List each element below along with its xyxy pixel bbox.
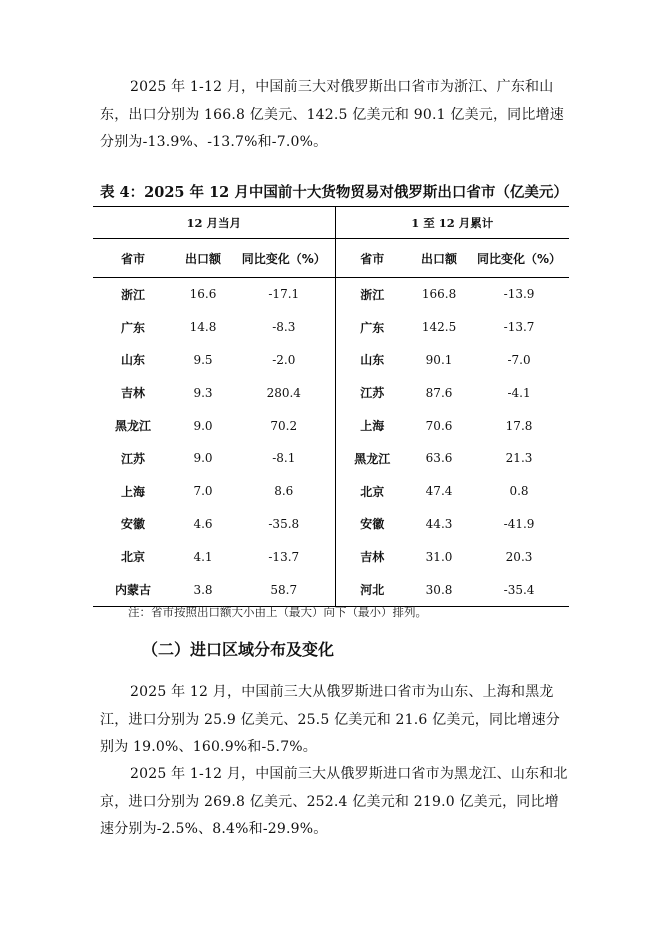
cell-export-cumulative: 31.0	[425, 549, 453, 564]
group-header-december: 12 月当月	[93, 207, 335, 239]
table-row	[93, 278, 569, 311]
cell-export-december: 7.0	[193, 484, 213, 499]
cell-province-december: 吉林	[120, 386, 145, 401]
cell-yoy-cumulative: -13.7	[503, 320, 535, 335]
cell-yoy-december: 8.6	[274, 484, 294, 499]
cell-export-cumulative: 30.8	[409, 573, 469, 606]
column-header-export: 出口额	[173, 239, 233, 278]
cell-province-december: 浙江	[120, 287, 145, 302]
table-note: 注：省市按照出口额大小由上（最大）向下（最小）排列。	[128, 605, 427, 619]
table-caption: 表 4：2025 年 12 月中国前十大货物贸易对俄罗斯出口省市（亿美元）	[100, 184, 568, 201]
cell-yoy-cumulative: -35.4	[469, 573, 569, 606]
cell-export-december: 9.0	[193, 451, 213, 466]
column-header-province: 省市	[93, 239, 173, 278]
table-row	[93, 311, 569, 344]
cell-export-december: 4.6	[193, 516, 213, 531]
cell-yoy-december: -8.1	[272, 451, 296, 466]
cell-yoy-cumulative: -4.1	[507, 385, 531, 400]
cell-export-december: 9.3	[193, 385, 213, 400]
table-row	[93, 376, 569, 409]
cell-yoy-cumulative: 17.8	[505, 418, 533, 433]
section-heading: （二）进口区域分布及变化	[142, 640, 335, 659]
cell-export-december: 16.6	[189, 287, 217, 302]
cell-yoy-cumulative: 20.3	[505, 549, 533, 564]
table-group-header-row	[93, 207, 569, 239]
paragraph-import-annual: 2025 年 1-12 月，中国前三大从俄罗斯进口省市为黑龙江、山东和北京，进口分别为 269.8 亿美元、252.4 亿美元和 219.0 亿美元，同比增速分别为-2.5%、8.4%和-29.9%。	[100, 766, 568, 837]
cell-yoy-december: 280.4	[266, 385, 301, 400]
cell-yoy-cumulative: -7.0	[507, 352, 531, 367]
column-header-province: 省市	[335, 239, 409, 278]
cell-province-december: 广东	[120, 320, 145, 335]
cell-yoy-cumulative: -13.9	[503, 287, 535, 302]
cell-export-cumulative: 70.6	[425, 418, 453, 433]
cell-province-december: 江苏	[120, 451, 145, 466]
cell-province-cumulative: 黑龙江	[335, 442, 409, 475]
cell-yoy-december: -35.8	[268, 516, 300, 531]
cell-province-cumulative: 安徽	[335, 508, 409, 541]
cell-yoy-december: -8.3	[272, 320, 296, 335]
cell-export-cumulative: 90.1	[425, 352, 453, 367]
cell-export-december: 9.0	[193, 418, 213, 433]
table-row	[93, 540, 569, 573]
table-row	[93, 409, 569, 442]
group-header-cumulative: 1 至 12 月累计	[335, 207, 569, 239]
cell-yoy-cumulative: 0.8	[509, 484, 529, 499]
cell-export-cumulative: 87.6	[425, 385, 453, 400]
cell-province-december: 黑龙江	[114, 419, 151, 434]
paragraph-export-summary: 2025 年 1-12 月，中国前三大对俄罗斯出口省市为浙江、广东和山东，出口分别为 166.8 亿美元、142.5 亿美元和 90.1 亿美元，同比增速分别为-13.9%、-13.7%和-7.0%。	[100, 79, 564, 150]
cell-province-december: 内蒙古	[93, 573, 173, 606]
paragraph-import-december: 2025 年 12 月，中国前三大从俄罗斯进口省市为山东、上海和黑龙江，进口分别为 25.9 亿美元、25.5 亿美元和 21.6 亿美元，同比增速分别为 19.0%、160.9%和-5.7%。	[100, 684, 560, 755]
table-row	[93, 475, 569, 508]
cell-export-cumulative: 63.6	[425, 451, 453, 466]
cell-yoy-cumulative: -41.9	[503, 516, 535, 531]
cell-yoy-december: -2.0	[272, 352, 296, 367]
cell-yoy-cumulative: 21.3	[505, 451, 533, 466]
cell-export-cumulative: 47.4	[425, 484, 453, 499]
column-header-yoy: 同比变化（%）	[469, 239, 569, 278]
cell-export-cumulative: 166.8	[421, 287, 457, 302]
table-column-header-row	[93, 239, 569, 278]
cell-yoy-december: 58.7	[233, 573, 335, 606]
cell-export-cumulative: 142.5	[421, 320, 457, 335]
cell-province-december: 山东	[120, 353, 145, 368]
cell-province-december: 安徽	[120, 517, 145, 532]
cell-export-december: 9.5	[193, 352, 213, 367]
export-provinces-table	[93, 206, 569, 607]
cell-export-december: 14.8	[189, 320, 217, 335]
cell-export-december: 4.1	[193, 549, 213, 564]
cell-province-cumulative: 山东	[335, 344, 409, 377]
cell-province-cumulative: 上海	[335, 409, 409, 442]
table-row	[93, 508, 569, 541]
cell-province-cumulative: 河北	[335, 573, 409, 606]
cell-province-cumulative: 广东	[335, 311, 409, 344]
cell-province-cumulative: 浙江	[335, 278, 409, 311]
table-row	[93, 573, 569, 606]
cell-export-cumulative: 44.3	[425, 516, 453, 531]
cell-province-december: 上海	[120, 484, 145, 499]
table-row	[93, 344, 569, 377]
cell-province-cumulative: 北京	[335, 475, 409, 508]
cell-export-december: 3.8	[173, 573, 233, 606]
cell-province-cumulative: 江苏	[335, 376, 409, 409]
cell-yoy-december: -17.1	[268, 287, 300, 302]
cell-yoy-december: 70.2	[270, 418, 298, 433]
cell-province-december: 北京	[120, 550, 145, 565]
column-header-export: 出口额	[409, 239, 469, 278]
table-row	[93, 442, 569, 475]
cell-yoy-december: -13.7	[268, 549, 300, 564]
column-header-yoy: 同比变化（%）	[233, 239, 335, 278]
cell-province-cumulative: 吉林	[335, 540, 409, 573]
